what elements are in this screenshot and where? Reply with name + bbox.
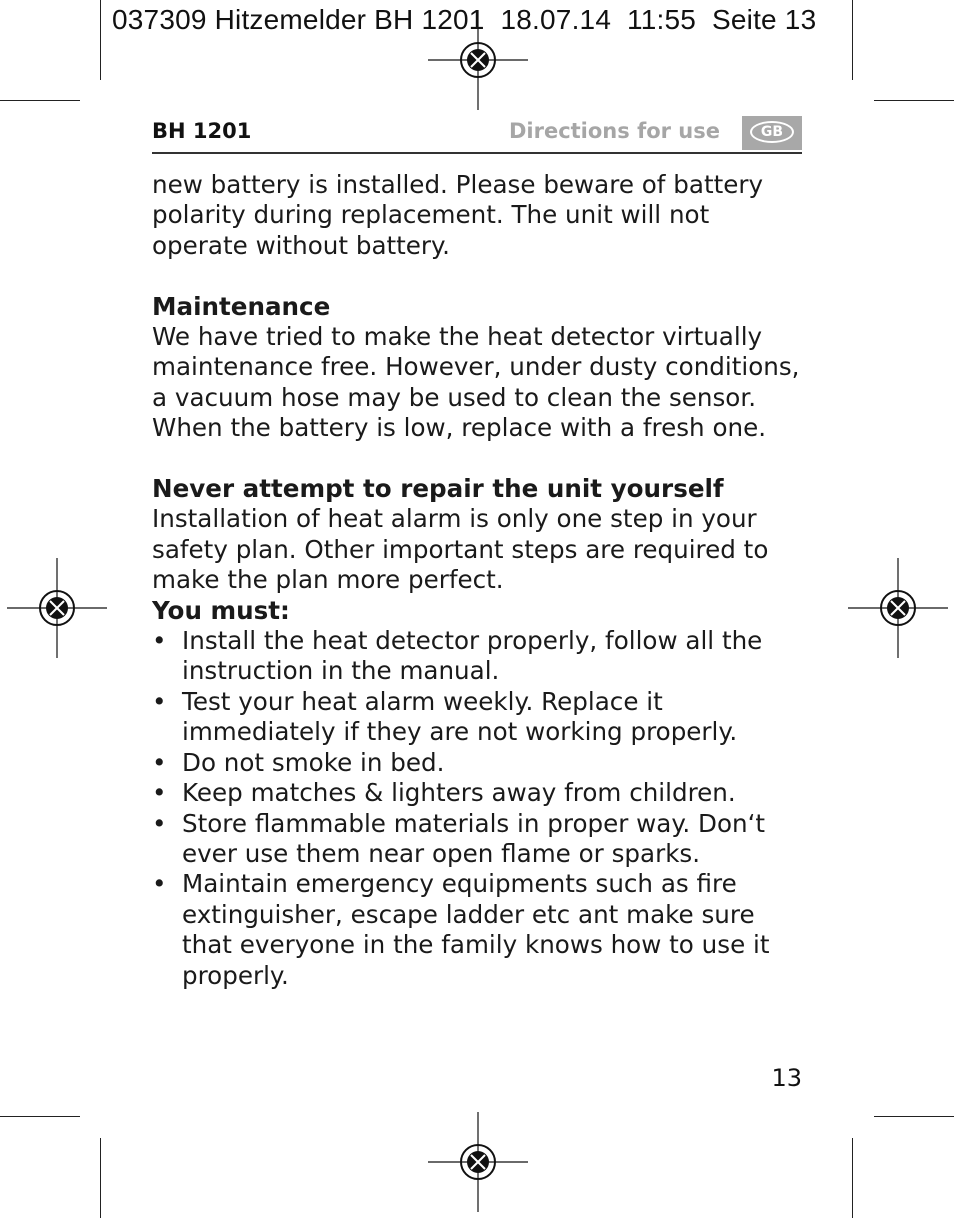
crop-mark-top-right-horizontal bbox=[874, 100, 954, 101]
crop-mark-top-left-horizontal bbox=[0, 100, 80, 101]
bullet-icon: • bbox=[152, 869, 167, 899]
bullet-icon: • bbox=[152, 778, 167, 808]
header-rule bbox=[152, 152, 802, 154]
repair-paragraph: Installation of heat alarm is only one step in your safety plan. Other important steps are required to make the plan more perfect. bbox=[152, 504, 769, 595]
registration-mark-bottom bbox=[428, 1112, 528, 1212]
page-body bbox=[152, 170, 802, 991]
language-badge-label: GB bbox=[750, 121, 794, 143]
registration-mark-right bbox=[848, 558, 948, 658]
list-item bbox=[152, 778, 802, 808]
language-badge bbox=[742, 116, 802, 150]
list-item-text: Do not smoke in bed. bbox=[182, 747, 445, 777]
list-item bbox=[152, 869, 802, 991]
safety-list bbox=[152, 626, 802, 991]
bullet-icon: • bbox=[152, 747, 167, 777]
bullet-icon: • bbox=[152, 686, 167, 716]
bullet-icon: • bbox=[152, 808, 167, 838]
list-item-text: Test your heat alarm weekly. Replace it immediately if they are not working properly. bbox=[182, 686, 738, 747]
list-item-text: Maintain emergency equipments such as fire extinguisher, escape ladder etc ant make sure that everyone in the family knows how to use it properly. bbox=[182, 869, 770, 990]
crop-mark-top-left-vertical bbox=[100, 0, 101, 80]
section-label: Directions for use bbox=[508, 119, 720, 143]
crop-mark-bottom-right-vertical bbox=[852, 1138, 853, 1218]
maintenance-paragraph: We have tried to make the heat detector virtually maintenance free. However, under dusty conditions, a vacuum hose may be used to clean the sensor. When the battery is low, replace with a fresh one. bbox=[152, 322, 800, 443]
page-number: 13 bbox=[771, 1064, 802, 1092]
list-item bbox=[152, 809, 802, 870]
registration-mark-top bbox=[428, 10, 528, 110]
list-item-text: Install the heat detector properly, follow all the instruction in the manual. bbox=[182, 626, 763, 686]
crop-mark-top-right-vertical bbox=[852, 0, 853, 80]
registration-mark-left bbox=[7, 558, 107, 658]
repair-heading: Never attempt to repair the unit yourself bbox=[152, 474, 724, 504]
running-header bbox=[152, 116, 802, 152]
list-item-text: Keep matches & lighters away from children. bbox=[182, 778, 736, 808]
bullet-icon: • bbox=[152, 626, 167, 656]
crop-mark-bottom-left-horizontal bbox=[0, 1116, 80, 1117]
maintenance-heading: Maintenance bbox=[152, 291, 331, 321]
list-item-text: Store flammable materials in proper way. Don‘t ever use them near open flame or sparks. bbox=[182, 808, 766, 868]
intro-paragraph: new battery is installed. Please beware of battery polarity during replacement. The unit will not operate without battery. bbox=[152, 170, 764, 260]
crop-mark-bottom-left-vertical bbox=[100, 1138, 101, 1218]
crop-mark-bottom-right-horizontal bbox=[874, 1116, 954, 1117]
list-item bbox=[152, 687, 802, 748]
you-must-heading: You must: bbox=[152, 595, 290, 625]
model-label: BH 1201 bbox=[152, 119, 252, 143]
list-item bbox=[152, 748, 802, 778]
print-slug: 037309 Hitzemelder BH 1201 18.07.14 11:55 Seite 13 bbox=[112, 4, 817, 35]
list-item bbox=[152, 626, 802, 687]
